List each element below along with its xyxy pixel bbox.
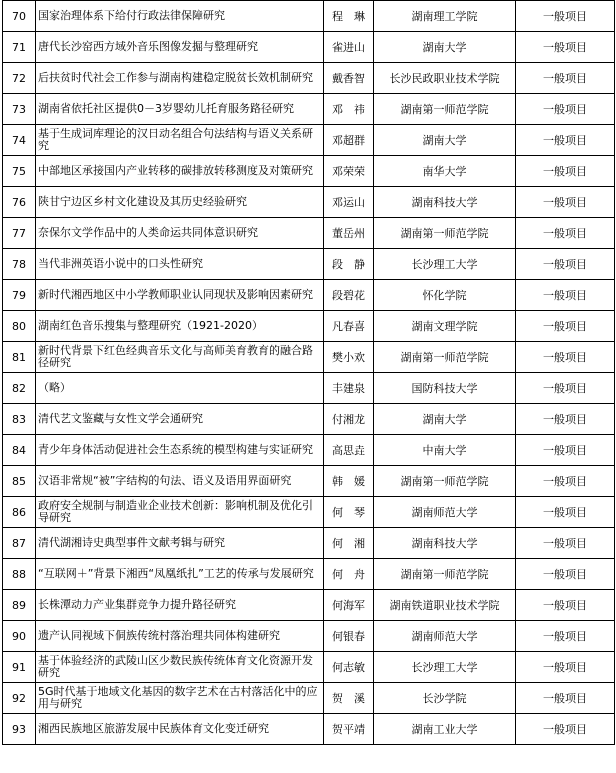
institution-name: 湖南第一师范学院 [374,218,516,249]
project-type: 一般项目 [516,249,615,280]
project-type: 一般项目 [516,621,615,652]
row-number: 70 [3,1,36,32]
applicant-name: 段碧花 [324,280,374,311]
institution-name: 长沙理工大学 [374,249,516,280]
applicant-name: 何海军 [324,590,374,621]
applicant-name: 韩 媛 [324,466,374,497]
project-title: 当代非洲英语小说中的口头性研究 [36,249,324,280]
project-type: 一般项目 [516,156,615,187]
institution-name: 湖南师范大学 [374,497,516,528]
project-title: 清代湖湘诗史典型事件文献考辑与研究 [36,528,324,559]
project-title: 清代艺文鉴藏与女性文学会通研究 [36,404,324,435]
table-row [3,497,615,528]
institution-name: 中南大学 [374,435,516,466]
project-title: 新时代背景下红色经典音乐文化与高师美育教育的融合路径研究 [36,342,324,373]
project-title: 基于体验经济的武陵山区少数民族传统体育文化资源开发研究 [36,652,324,683]
project-title: 唐代长沙窑西方域外音乐图像发掘与整理研究 [36,32,324,63]
project-list-body [3,1,615,745]
row-number: 88 [3,559,36,590]
institution-name: 湖南大学 [374,125,516,156]
table-row [3,94,615,125]
project-title: 政府安全规制与制造业企业技术创新：影响机制及优化引导研究 [36,497,324,528]
project-type: 一般项目 [516,311,615,342]
row-number: 87 [3,528,36,559]
table-row [3,714,615,745]
applicant-name: 付湘龙 [324,404,374,435]
project-type: 一般项目 [516,528,615,559]
applicant-name: 何 湘 [324,528,374,559]
row-number: 80 [3,311,36,342]
table-row [3,435,615,466]
institution-name: 湖南第一师范学院 [374,559,516,590]
institution-name: 国防科技大学 [374,373,516,404]
project-type: 一般项目 [516,373,615,404]
project-type: 一般项目 [516,342,615,373]
row-number: 77 [3,218,36,249]
institution-name: 湖南师范大学 [374,621,516,652]
project-type: 一般项目 [516,559,615,590]
project-type: 一般项目 [516,218,615,249]
project-title: “互联网＋”背景下湘西“凤凰纸扎”工艺的传承与发展研究 [36,559,324,590]
project-title: 陕甘宁边区乡村文化建设及其历史经验研究 [36,187,324,218]
project-title: 遗产认同视域下侗族传统村落治理共同体构建研究 [36,621,324,652]
table-row [3,683,615,714]
project-title: 汉语非常规“被”字结构的句法、语义及语用界面研究 [36,466,324,497]
applicant-name: 高思垚 [324,435,374,466]
applicant-name: 贺平靖 [324,714,374,745]
row-number: 74 [3,125,36,156]
project-title: 新时代湘西地区中小学教师职业认同现状及影响因素研究 [36,280,324,311]
applicant-name: 何 琴 [324,497,374,528]
project-type: 一般项目 [516,32,615,63]
applicant-name: 丰建泉 [324,373,374,404]
row-number: 90 [3,621,36,652]
project-type: 一般项目 [516,435,615,466]
applicant-name: 邓荣荣 [324,156,374,187]
project-list-table [2,0,615,745]
project-type: 一般项目 [516,590,615,621]
institution-name: 湖南铁道职业技术学院 [374,590,516,621]
institution-name: 湖南科技大学 [374,528,516,559]
row-number: 76 [3,187,36,218]
row-number: 93 [3,714,36,745]
project-title: 5G时代基于地域文化基因的数字艺术在古村落活化中的应用与研究 [36,683,324,714]
project-type: 一般项目 [516,1,615,32]
applicant-name: 董岳州 [324,218,374,249]
institution-name: 湖南理工学院 [374,1,516,32]
project-type: 一般项目 [516,714,615,745]
table-row [3,311,615,342]
project-type: 一般项目 [516,652,615,683]
row-number: 73 [3,94,36,125]
table-row [3,652,615,683]
institution-name: 湖南科技大学 [374,187,516,218]
institution-name: 湖南大学 [374,32,516,63]
project-title: 青少年身体活动促进社会生态系统的模型构建与实证研究 [36,435,324,466]
row-number: 71 [3,32,36,63]
applicant-name: 戴香智 [324,63,374,94]
table-row [3,466,615,497]
project-title: 湖南红色音乐搜集与整理研究（1921-2020） [36,311,324,342]
table-row [3,528,615,559]
row-number: 85 [3,466,36,497]
table-row [3,1,615,32]
project-type: 一般项目 [516,466,615,497]
table-row [3,404,615,435]
applicant-name: 邓运山 [324,187,374,218]
table-row [3,590,615,621]
applicant-name: 樊小欢 [324,342,374,373]
table-row [3,63,615,94]
row-number: 92 [3,683,36,714]
table-row [3,218,615,249]
institution-name: 湖南第一师范学院 [374,466,516,497]
institution-name: 南华大学 [374,156,516,187]
row-number: 75 [3,156,36,187]
applicant-name: 段 静 [324,249,374,280]
table-row [3,249,615,280]
applicant-name: 何志敏 [324,652,374,683]
applicant-name: 雀进山 [324,32,374,63]
row-number: 86 [3,497,36,528]
project-type: 一般项目 [516,125,615,156]
row-number: 82 [3,373,36,404]
institution-name: 长沙民政职业技术学院 [374,63,516,94]
applicant-name: 凡春喜 [324,311,374,342]
project-type: 一般项目 [516,63,615,94]
row-number: 91 [3,652,36,683]
project-type: 一般项目 [516,187,615,218]
table-row [3,373,615,404]
institution-name: 湖南第一师范学院 [374,342,516,373]
row-number: 89 [3,590,36,621]
project-type: 一般项目 [516,280,615,311]
project-title: 奈保尔文学作品中的人类命运共同体意识研究 [36,218,324,249]
project-type: 一般项目 [516,497,615,528]
applicant-name: 何银春 [324,621,374,652]
project-type: 一般项目 [516,683,615,714]
table-row [3,280,615,311]
table-row [3,621,615,652]
institution-name: 怀化学院 [374,280,516,311]
project-title: （略） [36,373,324,404]
table-row [3,156,615,187]
applicant-name: 贺 溪 [324,683,374,714]
table-row [3,559,615,590]
applicant-name: 邓 祎 [324,94,374,125]
institution-name: 湖南文理学院 [374,311,516,342]
row-number: 84 [3,435,36,466]
table-row [3,32,615,63]
row-number: 72 [3,63,36,94]
applicant-name: 邓超群 [324,125,374,156]
table-row [3,187,615,218]
applicant-name: 程 琳 [324,1,374,32]
applicant-name: 何 舟 [324,559,374,590]
row-number: 79 [3,280,36,311]
project-title: 湖南省依托社区提供0－3岁婴幼儿托育服务路径研究 [36,94,324,125]
project-type: 一般项目 [516,404,615,435]
institution-name: 长沙理工大学 [374,652,516,683]
institution-name: 湖南大学 [374,404,516,435]
project-type: 一般项目 [516,94,615,125]
institution-name: 长沙学院 [374,683,516,714]
row-number: 81 [3,342,36,373]
row-number: 78 [3,249,36,280]
project-title: 湘西民族地区旅游发展中民族体育文化变迁研究 [36,714,324,745]
institution-name: 湖南工业大学 [374,714,516,745]
institution-name: 湖南第一师范学院 [374,94,516,125]
project-title: 后扶贫时代社会工作参与湖南构建稳定脱贫长效机制研究 [36,63,324,94]
project-title: 国家治理体系下给付行政法律保障研究 [36,1,324,32]
row-number: 83 [3,404,36,435]
project-title: 长株潭动力产业集群竞争力提升路径研究 [36,590,324,621]
project-title: 基于生成词库理论的汉日动名组合句法结构与语义关系研究 [36,125,324,156]
project-title: 中部地区承接国内产业转移的碳排放转移测度及对策研究 [36,156,324,187]
table-row [3,342,615,373]
table-row [3,125,615,156]
